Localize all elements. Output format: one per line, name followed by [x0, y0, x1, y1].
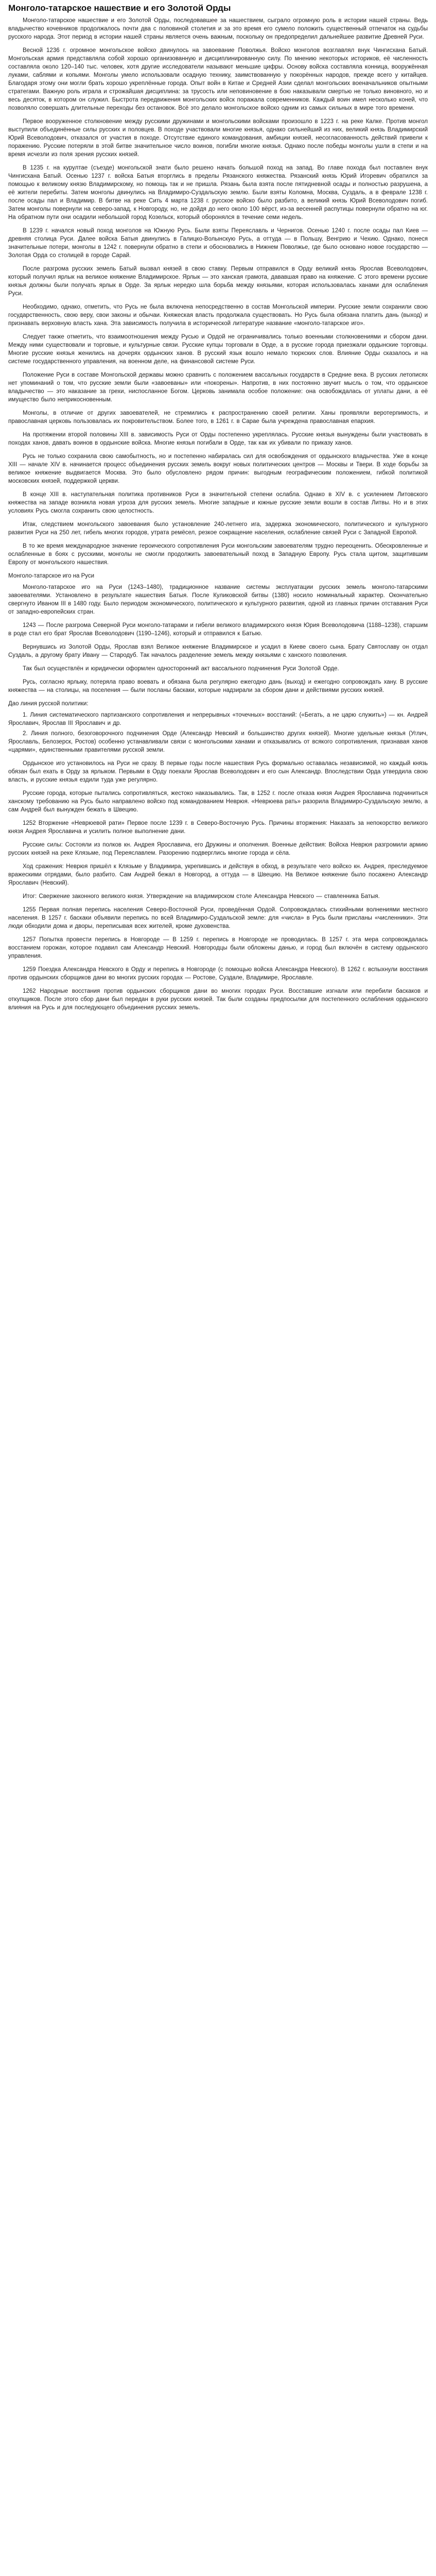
paragraph: 1259 Поездка Александра Невского в Орду и перепись в Новгороде (с помощью войска Александра Невского). В 1262 г. вспыхнули восстания против ордынских сборщиков дани во многих русских городах — Ростове, Суздале, Владимире, Ярославле. [8, 967, 428, 981]
paragraph: 1262 Народные восстания против ордынских сборщиков дани во многих городах Руси. Восставшие изгнали или перебили баскаков и откупщиков. После этого сбор дани был передан в руки русских князей. Так были созданы предпосылки для постепенного ослабления ордынского влияния на Русь и для последующего объединения русских земель. [8, 988, 428, 1011]
paragraph: Положение Руси в составе Монгольской державы можно сравнить с положением вассальных государств в Средние века. В русских летописях нет упоминаний о том, что русские земли были «завоеваны» или «покорены». Напротив, в них постоянно звучит мысль о том, что ордынское владычество — это наказание за грехи, ниспосланное Богом. Церковь занимала особое положение: она освобождалась от уплаты дани, а её имущество было неприкосновенным. [8, 372, 428, 403]
paragraph: Русь не только сохранила свою самобытность, но и постепенно набиралась сил для освобождения от ордынского владычества. Уже в конце XIII — начале XIV в. начинается процесс объединения русских земель вокруг новых политических центров — Москвы и Твери. В ходе борьбы за великое княжение выдвигается Москва. Это было обусловлено рядом причин: выгодным географическим положением, гибкой политикой московских князей, поддержкой церкви. [8, 453, 428, 484]
paragraph: Итог: Свержение законного великого князя. Утверждение на владимирском столе Александра Невского — ставленника Батыя. [23, 893, 380, 900]
list-item: 2. Линия полного, безоговорочного подчинения Орде (Александр Невский и большинство других князей). Многие удельные князья (Углич, Ярославль, Белозерск, Ростов) особенно устанавливали связи с монгольскими ханами и отказывались от всякого сопротивления, признавая ханов «царями», единственными правителями русской земли. [8, 731, 428, 753]
paragraph: Русские города, которые пытались сопротивляться, жестоко наказывались. Так, в 1252 г. после отказа князя Андрея Ярославича подчиниться ханскому требованию на Русь было направлено войско под командованием Неврюя. «Неврюева рать» разорила Владимиро-Суздальскую землю, а сам Андрей был вынужден бежать в Швецию. [8, 790, 428, 813]
paragraph: Необходимо, однако, отметить, что Русь не была включена непосредственно в состав Монгольской империи. Русские земли сохранили свою государственность, свою веру, свои законы и обычаи. Княжеская власть продолжала существовать. Но Русь была обязана платить дань (выход) и признавать верховную власть хана. Эта зависимость получила в исторической литературе название «монголо-татарское иго». [8, 304, 428, 327]
paragraph: В то же время международное значение героического сопротивления Руси монгольским завоевателям трудно переоценить. Обескровленные и ослабленные в боях с русскими, монголы не смогли продолжить завоевательный поход в Западную Европу. Русь стала щитом, защитившим Европу от монгольского нашествия. [8, 543, 428, 566]
paragraph: Итак, следствием монгольского завоевания было установление 240-летнего ига, задержка экономического, политического и культурного развития Руси на 250 лет, гибель многих городов, утрата ремёсел, резкое сокращение населения, ослабление связей Руси с Западной Европой. [8, 521, 428, 536]
paragraph: На протяжении второй половины XIII в. зависимость Руси от Орды постепенно укреплялась. Русские князья вынуждены были участвовать в походах ханов, давать воинов в ордынские войска. Многие князья погибали в Орде, так как их убивали по приказу ханов. [8, 432, 428, 446]
paragraph: Монголо-татарское нашествие и его Золотой Орды, последовавшее за нашествием, сыграло огромную роль в истории нашей страны. Ведь владычество кочевников продолжалось почти два с половиной столетия и за это время его сумело положить существенный отпечаток на судьбы русского народа. Этот период в истории нашей страны является очень важным, поскольку он предопределил дальнейшее развитие Древней Руси. [8, 18, 428, 40]
paragraph: Первое вооруженное столкновение между русскими дружинами и монгольскими войсками произошло в 1223 г. на реке Калке. Против монгол выступили объединённые силы русских и половцев. В походе участвовали многие князья, однако сильнейший из них, великий князь Владимирский Юрий Всеволодович, отказался от участия в походе. Отсутствие единого командования, амбиции князей, несогласованность действий привели к поражению. Русские потеряли в этой битве значительное число воинов, погибли многие князья. Однако после победы монголы ушли в степи и на время исчезли из поля зрения русских князей. [8, 118, 428, 158]
section-heading-yoke: Монголо-татарское иго на Руси [8, 573, 95, 579]
paragraph: 1255 Первая полная перепись населения Северо-Восточной Руси, проведённая Ордой. Сопровождалась стихийными волнениями местного населения. В 1257 г. баскаки объявили перепись по всей Владимиро-Суздальской земле: для «числа» в Русь были присланы «численники». Эти люди обходили дома и дворы, переписывая всех жителей, кроме духовенства. [8, 907, 428, 929]
paragraph: Монголо-татарское иго на Руси (1243–1480), традиционное название системы эксплуатации русских земель монголо-татарскими завоевателями. Установлено в результате нашествия Батыя. После Куликовской битвы (1380) носило номинальный характер. Окончательно свергнуто Иваном III в 1480 году. Было периодом экономического, политического и культурного развития, одной из главных причин отставания Руси от западно-европейских стран. [8, 584, 428, 615]
policy-lines-list [8, 711, 428, 754]
paragraph: В конце XIII в. наступательная политика противников Руси в значительной степени ослабла. Однако в XIV в. с усилением Литовского княжества на западе возникла новая угроза для русских земель. Многие западные и южные русские земли вошли в состав Литвы. Но и в этих условиях Русь смогла сохранить свою целостность. [8, 492, 428, 514]
paragraph: Ход сражения: Неврюя пришёл к Клязьме у Владимира, укрепившись и действуя в обход, в результате чего войско кн. Андрея, преследуемое вражескими отрядами, было разбито. Сам Андрей бежал в Новгород, а оттуда — в Швецию. На Великое княжение было посажено Александр Ярославич (Невский). [8, 863, 428, 886]
paragraph: В 1235 г. на курултае (съезде) монгольской знати было решено начать большой поход на запад. Во главе похода был поставлен внук Чингисхана Батый. Осенью 1237 г. войска Батыя вторглись в пределы Рязанского княжества. Рязанский князь Юрий Игоревич обратился за помощью к великому князю Владимирскому, но помощь так и не пришла. Рязань была взята после пятидневной осады и полностью разрушена, а её жители перебиты. Затем монголы двинулись на Владимиро-Суздальскую землю. Были взяты Коломна, Москва, Суздаль, а в феврале 1238 г. после осады пал и Владимир. В битве на реке Сить 4 марта 1238 г. русское войско было разбито, а великий князь Юрий Всеволодович погиб. Затем монголы повернули на северо-запад, к Новгороду, но, не дойдя до него около 100 вёрст, из-за весенней распутицы повернули обратно на юг. На обратном пути они осадили небольшой город Козельск, который оборонялся в течение семи недель. [8, 165, 428, 221]
page-title: Монголо-татарское нашествие и его Золотой Орды [8, 3, 231, 13]
paragraph: Весной 1236 г. огромное монгольское войско двинулось на завоевание Поволжья. Войско монголов возглавлял внук Чингисхана Батый. Монгольская армия представляла собой хорошо организованную и дисциплинированную силу. По мнению некоторых историков, её численность составляла около 120–140 тыс. человек, хотя другие исследователи называют меньшие цифры. Основу войска составляла конница, вооружённая луками, саблями и копьями. Монголы умело использовали осадную технику, заимствованную у покорённых народов, прежде всего у китайцев. Благодаря этому они могли брать хорошо укреплённые города. Опыт войн в Китае и Средней Азии сделал монгольских военачальников опытными стратегами. Важную роль играла и строжайшая дисциплина: за трусость или неповиновение в бою наказывали смертью не только виновного, но и весь десяток, в котором он служил. Быстрота передвижения монгольских войск поражала современников. Каждый воин имел несколько коней, что позволяло совершать длительные переходы без остановок. Всё это делало монгольское войско одним из самых сильных в мире того времени. [8, 47, 428, 111]
paragraph: Следует также отметить, что взаимоотношения между Русью и Ордой не ограничивались только военными столкновениями и сбором дани. Между ними существовали и торговые, и культурные связи. Русские купцы торговали в Орде, а в русские города приезжали ордынские торговцы. Многие русские князья женились на дочерях ордынских ханов. В русский язык вошло немало тюркских слов. Влияние Орды сказалось и на системе государственного управления, на военном деле, на финансовой системе Руси. [8, 334, 428, 365]
paragraph: Ордынское иго установилось на Руси не сразу. В первые годы после нашествия Русь формально оставалась независимой, но каждый князь обязан был ехать в Орду за ярлыком. Первыми в Орду поехали Ярослав Всеволодович и его сын Александр. Впоследствии Орда утвердила свою власть, и русские князья ездили туда уже регулярно. [8, 760, 428, 783]
paragraph: После разгрома русских земель Батый вызвал князей в свою ставку. Первым отправился в Орду великий князь Ярослав Всеволодович, который получил ярлык на великое княжение Владимирское. Ярлык — это ханская грамота, дававшая право на княжение. С этого времени русские князья должны были получать ярлык в Орде. За ярлык нередко шла борьба между князьями, которая использовалась ханами для ослабления Руси. [8, 266, 428, 297]
document-page [0, 0, 436, 1027]
list-item: 1. Линия систематического партизанского сопротивления и непрерывных «точечных» восстаний: («Бегать, а не царю служить») — кн. Андрей Ярославич, Ярослав III Ярославич и др. [8, 712, 428, 726]
paragraph: Вернувшись из Золотой Орды, Ярослав взял Великое княжение Владимирское и усадил в Киеве своего сына. Брату Святославу он отдал Суздаль, а другому брату Ивану — Стародуб. Так началось разделение земель между князьями с ханского позволения. [8, 644, 428, 658]
paragraph: В 1239 г. начался новый поход монголов на Южную Русь. Были взяты Переяславль и Чернигов. Осенью 1240 г. после осады пал Киев — древняя столица Руси. Далее войска Батыя двинулись в Галицко-Волынскую Русь, а оттуда — в Польшу, Венгрию и Чехию. Однако, понеся значительные потери, монголы в 1242 г. повернули обратно в степи и обосновались в Нижнем Поволжье, где было основано новое государство — Золотая Орда со столицей в городе Сарай. [8, 228, 428, 259]
paragraph: Русь, согласно ярлыку, потеряла право воевать и обязана была регулярно ежегодно дань (выход) и ежегодно сопровождать хану. В русские княжества — на столицы, на поселения — были посланы баскаки, которые надзирали за сбором дани и действиями русских князей. [8, 679, 428, 693]
section-heading-policy-lines: Дао линия русской политики: [8, 701, 89, 707]
section-a [8, 16, 428, 567]
paragraph: Так был осуществлён и юридически оформлен односторонний акт вассального подчинения Руси Золотой Орде. [23, 666, 339, 672]
section-c [8, 759, 428, 1012]
paragraph: Русские силы: Состояли из полков кн. Андрея Ярославича, его Дружины и ополчения. Военные действия: Войска Неврюя разгромили армию русских князей на реке Клязьме, под Переяславлем. Разорению подверглись многие города и сёла. [8, 842, 428, 856]
paragraph: Монголы, в отличие от других завоевателей, не стремились к распространению своей религии. Ханы проявляли веротерпимость, и православная церковь пользовалась их покровительством. Более того, в 1261 г. в Сарае была учреждена православная епархия. [8, 410, 428, 425]
paragraph: 1257 Попытка провести перепись в Новгороде — В 1259 г. перепись в Новгороде не проводилась. В 1257 г. эта мера сопровождалась восстанием горожан, которое подавил сам Александр Невский. Новгородцы были обложены данью, и город был включён в систему ордынского управления. [8, 937, 428, 959]
paragraph: 1243 — После разгрома Северной Руси монголо-татарами и гибели великого владимирского князя Юрия Всеволодовича (1188–1238), старшим в роде стал его брат Ярослав Всеволодович (1190–1246), который и отправился к Батыю. [8, 622, 428, 637]
paragraph: 1252 Вторжение «Неврюевой рати» Первое после 1239 г. в Северо-Восточную Русь. Причины вторжения: Наказать за непокорство великого князя Андрея Ярославича и усилить полное выполнение дани. [8, 820, 428, 835]
section-b [8, 583, 428, 694]
